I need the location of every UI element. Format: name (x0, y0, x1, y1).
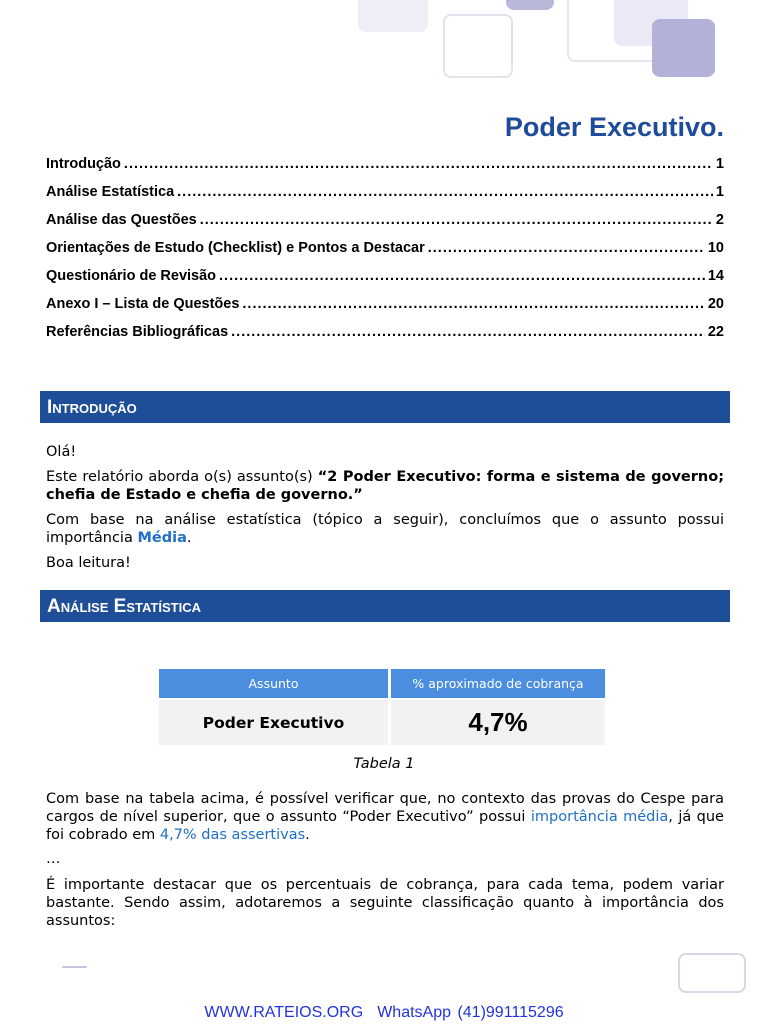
decor-square (506, 0, 554, 10)
toc-item[interactable] (46, 212, 724, 240)
toc-label: Referências Bibliográficas (46, 324, 229, 340)
toc-leader (177, 184, 713, 200)
stats-text: Com base na tabela acima, é possível verificar que, no contexto das provas do Cespe para cargos de nível superior, que o assunto “Poder Executivo” possui (46, 791, 724, 825)
toc-item[interactable] (46, 268, 724, 296)
toc-item[interactable] (46, 156, 724, 184)
footer (0, 1004, 768, 1022)
toc-leader (242, 296, 704, 312)
intro-paragraph-topic (46, 468, 724, 504)
greeting: Olá! (46, 444, 77, 460)
toc-item[interactable] (46, 296, 724, 324)
toc-item[interactable] (46, 184, 724, 212)
intro-text: Este relatório aborda o(s) assunto(s) (46, 469, 318, 485)
importance-level: Média (137, 530, 187, 546)
toc-page: 1 (715, 184, 724, 200)
intro-text: Com base na análise estatística (tópico a seguir), concluímos que o assunto possui importância (46, 512, 724, 546)
toc-label: Análise Estatística (46, 184, 175, 200)
stats-text: , já que foi cobrado em (46, 809, 724, 843)
intro-paragraph-importance (46, 511, 724, 547)
importance-highlight: importância média (530, 809, 669, 825)
decor-square-outline (443, 14, 513, 78)
decor-square (358, 0, 428, 32)
toc-leader (231, 324, 705, 340)
classification-paragraph: É importante destacar que os percentuais de cobrança, para cada tema, podem variar bastante. Sendo assim, adotaremos a seguinte classificação quanto à importância dos assuntos: (46, 877, 724, 929)
toc-leader (219, 268, 705, 284)
table-caption: Tabela 1 (353, 756, 415, 772)
toc-leader (124, 156, 713, 172)
intro-text: . (186, 530, 192, 546)
toc-page: 2 (715, 212, 724, 228)
toc-page: 22 (707, 324, 724, 340)
ellipsis: … (46, 851, 61, 867)
toc-label: Introdução (46, 156, 121, 172)
table-header-row (159, 669, 605, 698)
toc-label: Questionário de Revisão (46, 268, 217, 284)
footer-whatsapp: WhatsApp (41)991115296 (377, 1004, 564, 1021)
footer-site-link[interactable]: WWW.RATEIOS.ORG (204, 1004, 364, 1021)
topic-title: “2 Poder Executivo: forma e sistema de governo; chefia de Estado e chefia de governo.” (46, 469, 724, 503)
decor-square-outline (678, 953, 746, 993)
toc-item[interactable] (46, 240, 724, 268)
table-cell-percent: 4,7% (391, 698, 605, 745)
toc-page: 14 (707, 268, 724, 284)
section-heading-intro: Introdução (40, 391, 730, 423)
table-of-contents (46, 156, 724, 352)
toc-page: 10 (707, 240, 724, 256)
stats-table (156, 669, 608, 745)
toc-label: Análise das Questões (46, 212, 197, 228)
page-title: Poder Executivo. (504, 112, 724, 142)
toc-leader (200, 212, 713, 228)
table-header: Assunto (159, 669, 388, 698)
section-heading-stats: Análise Estatística (40, 590, 730, 622)
stats-text: . (305, 827, 310, 843)
toc-leader (428, 240, 705, 256)
stats-paragraph (46, 790, 724, 844)
table-row (159, 698, 605, 745)
table-header: % aproximado de cobrança (391, 669, 605, 698)
toc-item[interactable] (46, 324, 724, 352)
table-cell-subject: Poder Executivo (159, 698, 388, 745)
toc-page: 1 (715, 156, 724, 172)
closing-text: Boa leitura! (46, 555, 131, 571)
decor-line (62, 966, 87, 968)
toc-page: 20 (707, 296, 724, 312)
toc-label: Anexo I – Lista de Questões (46, 296, 240, 312)
decor-square (652, 19, 715, 77)
toc-label: Orientações de Estudo (Checklist) e Pontos a Destacar (46, 240, 425, 256)
percent-highlight: 4,7% das assertivas (159, 827, 306, 843)
